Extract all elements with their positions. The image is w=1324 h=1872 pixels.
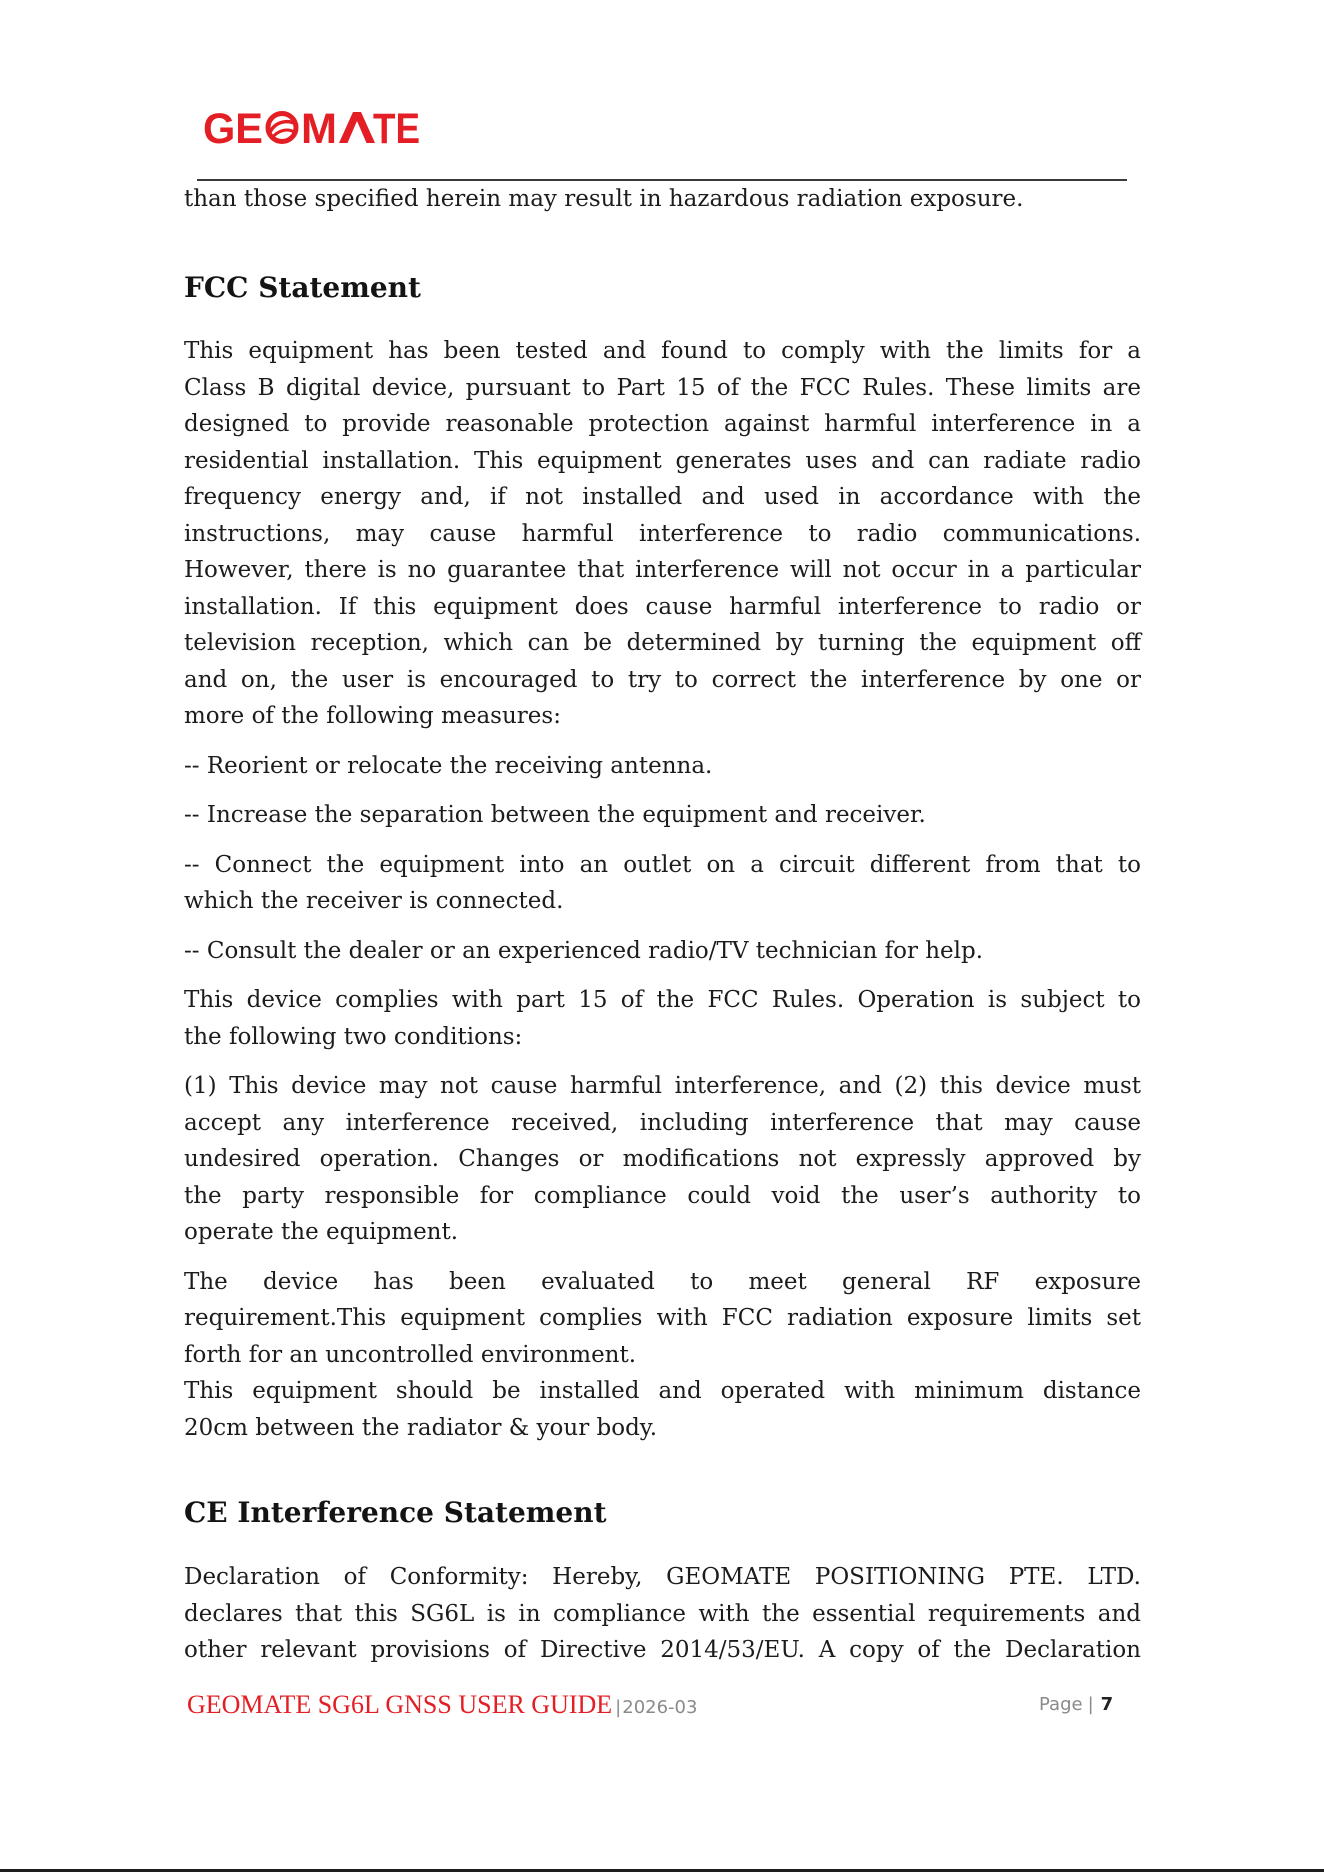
bullet-item bbox=[184, 748, 1141, 785]
text-line: The device has been evaluated to meet general RF exposure bbox=[184, 1268, 1141, 1295]
text-line: designed to provide reasonable protection against harmful interference in a bbox=[184, 411, 1141, 437]
text-line: undesired operation. Changes or modifications not expressly approved by bbox=[184, 1146, 1141, 1172]
text-line: requirement.This equipment complies with FCC radiation exposure limits set bbox=[184, 1305, 1141, 1331]
text-line: instructions, may cause harmful interference to radio communications. bbox=[184, 520, 1141, 547]
text-line: other relevant provisions of Directive 2014/53/EU. A copy of the Declaration bbox=[184, 1637, 1141, 1663]
text-line: frequency energy and, if not installed and used in accordance with the bbox=[184, 484, 1141, 510]
text-line: forth for an uncontrolled environment. bbox=[184, 1341, 637, 1368]
footer-left bbox=[187, 1688, 697, 1725]
text-line: This equipment has been tested and found to comply with the limits for a bbox=[184, 338, 1141, 364]
footer-page-indicator bbox=[1039, 1688, 1113, 1722]
footer-guide-title: GEOMATE SG6L GNSS USER GUIDE bbox=[187, 1690, 613, 1719]
text-line: However, there is no guarantee that interference will not occur in a particular bbox=[184, 557, 1141, 583]
fcc-body bbox=[184, 333, 1141, 1459]
text-line: the following two conditions: bbox=[184, 1023, 523, 1050]
bullet-item bbox=[184, 797, 1141, 834]
logo-swirl-icon bbox=[268, 114, 296, 142]
text-line: the party responsible for compliance could void the user’s authority to bbox=[184, 1182, 1141, 1209]
section-heading-fcc: FCC Statement bbox=[184, 271, 421, 304]
paragraph bbox=[184, 333, 1141, 735]
logo bbox=[203, 107, 423, 147]
text-line: and on, the user is encouraged to try to correct the interference by one or bbox=[184, 666, 1141, 693]
page-footer bbox=[187, 1688, 1127, 1722]
text-line: This equipment should be installed and operated with minimum distance bbox=[184, 1378, 1141, 1404]
footer-page-number: 7 bbox=[1100, 1694, 1114, 1715]
text-line: -- Connect the equipment into an outlet on a circuit different from that to bbox=[184, 851, 1141, 878]
text-line: -- Consult the dealer or an experienced radio/TV technician for help. bbox=[184, 937, 984, 964]
text-line: installation. If this equipment does cause harmful interference to radio or bbox=[184, 593, 1141, 620]
footer-page-label: Page bbox=[1039, 1694, 1083, 1715]
paragraph bbox=[184, 1559, 1141, 1669]
footer-date: 2026-03 bbox=[622, 1697, 698, 1718]
paragraph bbox=[184, 1068, 1141, 1251]
intro-block bbox=[184, 181, 1141, 218]
text-line: than those specified herein may result in hazardous radiation exposure. bbox=[184, 186, 1024, 212]
text-line: -- Increase the separation between the equipment and receiver. bbox=[184, 802, 926, 828]
text-line: This device complies with part 15 of the FCC Rules. Operation is subject to bbox=[184, 987, 1141, 1013]
bullet-item bbox=[184, 847, 1141, 920]
ce-body bbox=[184, 1559, 1141, 1682]
text-line: television reception, which can be determined by turning the equipment off bbox=[184, 630, 1141, 656]
footer-separator: | bbox=[615, 1697, 622, 1718]
bullet-item bbox=[184, 933, 1141, 970]
text-line: (1) This device may not cause harmful interference, and (2) this device must bbox=[184, 1073, 1141, 1099]
text-line: declares that this SG6L is in compliance with the essential requirements and bbox=[184, 1600, 1141, 1627]
text-line: Class B digital device, pursuant to Part 15 of the FCC Rules. These limits are bbox=[184, 374, 1141, 401]
footer-page-separator: | bbox=[1087, 1694, 1094, 1715]
text-line: residential installation. This equipment generates uses and can radiate radio bbox=[184, 447, 1141, 474]
logo-letters-te: TE bbox=[373, 107, 420, 147]
section-heading-ce: CE Interference Statement bbox=[184, 1496, 607, 1529]
text-line: Declaration of Conformity: Hereby, GEOMATE POSITIONING PTE. LTD. bbox=[184, 1564, 1141, 1590]
paragraph bbox=[184, 1264, 1141, 1447]
logo-letter-a-shape bbox=[339, 112, 375, 143]
text-line: accept any interference received, including interference that may cause bbox=[184, 1109, 1141, 1136]
text-line: operate the equipment. bbox=[184, 1219, 459, 1245]
text-line: 20cm between the radiator & your body. bbox=[184, 1414, 658, 1441]
text-line: which the receiver is connected. bbox=[184, 888, 564, 914]
text-line: -- Reorient or relocate the receiving antenna. bbox=[184, 752, 713, 779]
paragraph bbox=[184, 982, 1141, 1055]
logo-letter-m: M bbox=[301, 107, 337, 147]
text-line: more of the following measures: bbox=[184, 703, 561, 729]
logo-letters-ge: GE bbox=[203, 107, 263, 147]
